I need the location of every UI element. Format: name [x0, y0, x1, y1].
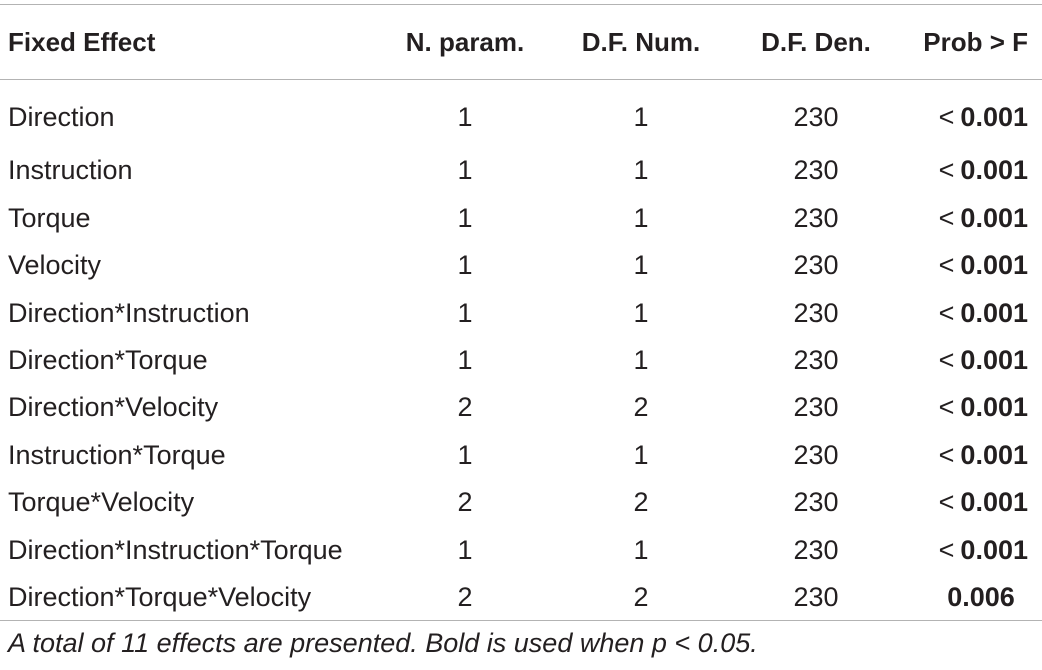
table-footnote: A total of 11 effects are presented. Bold is used when p < 0.05.	[8, 628, 758, 658]
cell-df-num: 1	[633, 439, 649, 470]
cell-fixed-effect: Direction	[8, 101, 115, 132]
cell-prob-f	[900, 384, 1042, 431]
cell-df-num: 1	[633, 202, 649, 233]
cell-df-den: 230	[793, 487, 839, 518]
cell-fixed-effect: Direction*Torque	[8, 344, 208, 375]
cell-n-param: 1	[457, 101, 473, 132]
cell-prob-f	[900, 147, 1042, 194]
cell-df-den: 230	[793, 392, 839, 423]
table-row	[0, 242, 1042, 289]
cell-prob-f	[900, 242, 1042, 289]
prob-value: 0.001	[960, 297, 1028, 328]
table-row	[0, 574, 1042, 621]
cell-fixed-effect: Direction*Torque*Velocity	[8, 582, 312, 613]
prob-value: 0.001	[960, 392, 1028, 423]
prob-prefix: <	[938, 101, 955, 132]
cell-n-param: 2	[457, 582, 473, 613]
prob-prefix: <	[938, 392, 955, 423]
table-row	[0, 527, 1042, 574]
cell-prob-f	[900, 289, 1042, 336]
cell-df-num: 2	[633, 392, 649, 423]
cell-df-num: 1	[633, 534, 649, 565]
table-header	[0, 5, 1042, 79]
cell-n-param: 1	[457, 439, 473, 470]
cell-df-num: 1	[633, 101, 649, 132]
cell-df-num: 2	[633, 487, 649, 518]
prob-value: 0.006	[947, 582, 1015, 613]
cell-df-den: 230	[793, 534, 839, 565]
cell-df-den: 230	[793, 439, 839, 470]
cell-n-param: 1	[457, 250, 473, 281]
cell-df-num: 1	[633, 297, 649, 328]
cell-prob-f	[900, 79, 1042, 147]
prob-prefix: <	[938, 155, 955, 186]
header-df-num: D.F. Num.	[581, 26, 701, 57]
cell-prob-f	[900, 337, 1042, 384]
cell-df-num: 2	[633, 582, 649, 613]
cell-df-num: 1	[633, 344, 649, 375]
header-row	[0, 5, 1042, 79]
prob-value: 0.001	[960, 344, 1028, 375]
cell-prob-f	[900, 479, 1042, 526]
cell-fixed-effect: Direction*Instruction*Torque	[8, 534, 343, 565]
prob-prefix: <	[938, 534, 955, 565]
prob-prefix: <	[938, 487, 955, 518]
table-row	[0, 147, 1042, 194]
cell-n-param: 2	[457, 392, 473, 423]
cell-df-den: 230	[793, 202, 839, 233]
prob-prefix: <	[938, 250, 955, 281]
table-row	[0, 289, 1042, 336]
table-row	[0, 432, 1042, 479]
table-row	[0, 337, 1042, 384]
prob-prefix: <	[938, 344, 955, 375]
table-body	[0, 79, 1042, 621]
cell-fixed-effect: Torque*Velocity	[8, 487, 195, 518]
table-row	[0, 479, 1042, 526]
cell-fixed-effect: Velocity	[8, 250, 102, 281]
header-n-param: N. param.	[405, 26, 525, 57]
cell-df-num: 1	[633, 155, 649, 186]
cell-fixed-effect: Instruction	[8, 155, 133, 186]
cell-n-param: 1	[457, 534, 473, 565]
cell-df-den: 230	[793, 297, 839, 328]
cell-prob-f	[900, 194, 1042, 241]
cell-prob-f	[900, 432, 1042, 479]
prob-value: 0.001	[960, 439, 1028, 470]
cell-n-param: 1	[457, 155, 473, 186]
cell-df-den: 230	[793, 101, 839, 132]
cell-fixed-effect: Direction*Velocity	[8, 392, 219, 423]
prob-value: 0.001	[960, 155, 1028, 186]
cell-df-den: 230	[793, 155, 839, 186]
table-row	[0, 79, 1042, 147]
cell-fixed-effect: Instruction*Torque	[8, 439, 226, 470]
cell-fixed-effect: Direction*Instruction	[8, 297, 250, 328]
cell-prob-f	[900, 527, 1042, 574]
prob-prefix: <	[938, 297, 955, 328]
cell-fixed-effect: Torque	[8, 202, 91, 233]
table-row	[0, 384, 1042, 431]
header-prob-f: Prob > F	[923, 26, 1028, 57]
cell-df-den: 230	[793, 344, 839, 375]
cell-df-den: 230	[793, 250, 839, 281]
cell-n-param: 2	[457, 487, 473, 518]
prob-value: 0.001	[960, 534, 1028, 565]
cell-prob-f	[900, 574, 1042, 621]
prob-prefix: <	[938, 202, 955, 233]
prob-value: 0.001	[960, 487, 1028, 518]
header-fixed-effect: Fixed Effect	[8, 26, 156, 57]
cell-n-param: 1	[457, 344, 473, 375]
prob-value: 0.001	[960, 250, 1028, 281]
prob-prefix: <	[938, 439, 955, 470]
header-df-den: D.F. Den.	[761, 26, 871, 57]
cell-df-den: 230	[793, 582, 839, 613]
cell-df-num: 1	[633, 250, 649, 281]
fixed-effects-table	[0, 5, 1042, 621]
prob-value: 0.001	[960, 101, 1028, 132]
cell-n-param: 1	[457, 202, 473, 233]
table-row	[0, 194, 1042, 241]
prob-value: 0.001	[960, 202, 1028, 233]
cell-n-param: 1	[457, 297, 473, 328]
